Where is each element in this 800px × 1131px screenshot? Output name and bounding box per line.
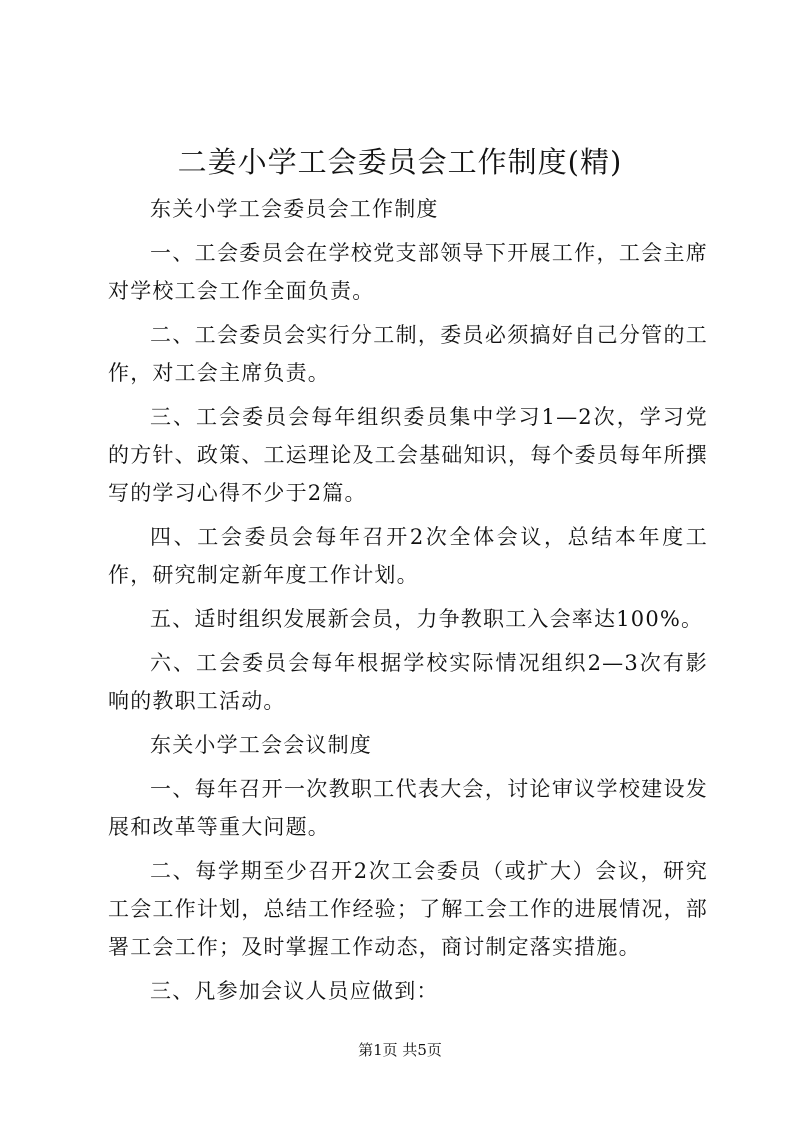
paragraph: 一、工会委员会在学校党支部领导下开展工作，工会主席对学校工会工作全面负责。 — [108, 241, 708, 303]
paragraph: 三、工会委员会每年组织委员集中学习1—2次，学习党的方针、政策、工运理论及工会基础知识，每个委员每年所撰写的学习心得不少于2篇。 — [108, 405, 708, 505]
paragraph: 四、工会委员会每年召开2次全体会议，总结本年度工作，研究制定新年度工作计划。 — [108, 525, 708, 587]
paragraph: 东关小学工会委员会工作制度 — [150, 197, 439, 221]
paragraph: 六、工会委员会每年根据学校实际情况组织2—3次有影响的教职工活动。 — [108, 651, 708, 713]
paragraph: 二、每学期至少召开2次工会委员（或扩大）会议，研究工会工作计划，总结工作经验；了解工会工作的进展情况，部署工会工作；及时掌握工作动态，商讨制定落实措施。 — [108, 859, 708, 959]
paragraph: 二、工会委员会实行分工制，委员必须搞好自己分管的工作，对工会主席负责。 — [108, 323, 708, 385]
document-title: 二姜小学工会委员会工作制度(精) — [177, 145, 623, 179]
paragraph: 一、每年召开一次教职工代表大会，讨论审议学校建设发展和改革等重大问题。 — [108, 777, 708, 839]
document-body — [108, 190, 708, 1016]
paragraph: 五、适时组织发展新会员，力争教职工入会率达100%。 — [150, 607, 704, 631]
paragraph: 东关小学工会会议制度 — [150, 733, 372, 757]
paragraph: 三、凡参加会议人员应做到： — [150, 979, 439, 1003]
page-number-footer: 第1页 共5页 — [358, 1041, 442, 1059]
